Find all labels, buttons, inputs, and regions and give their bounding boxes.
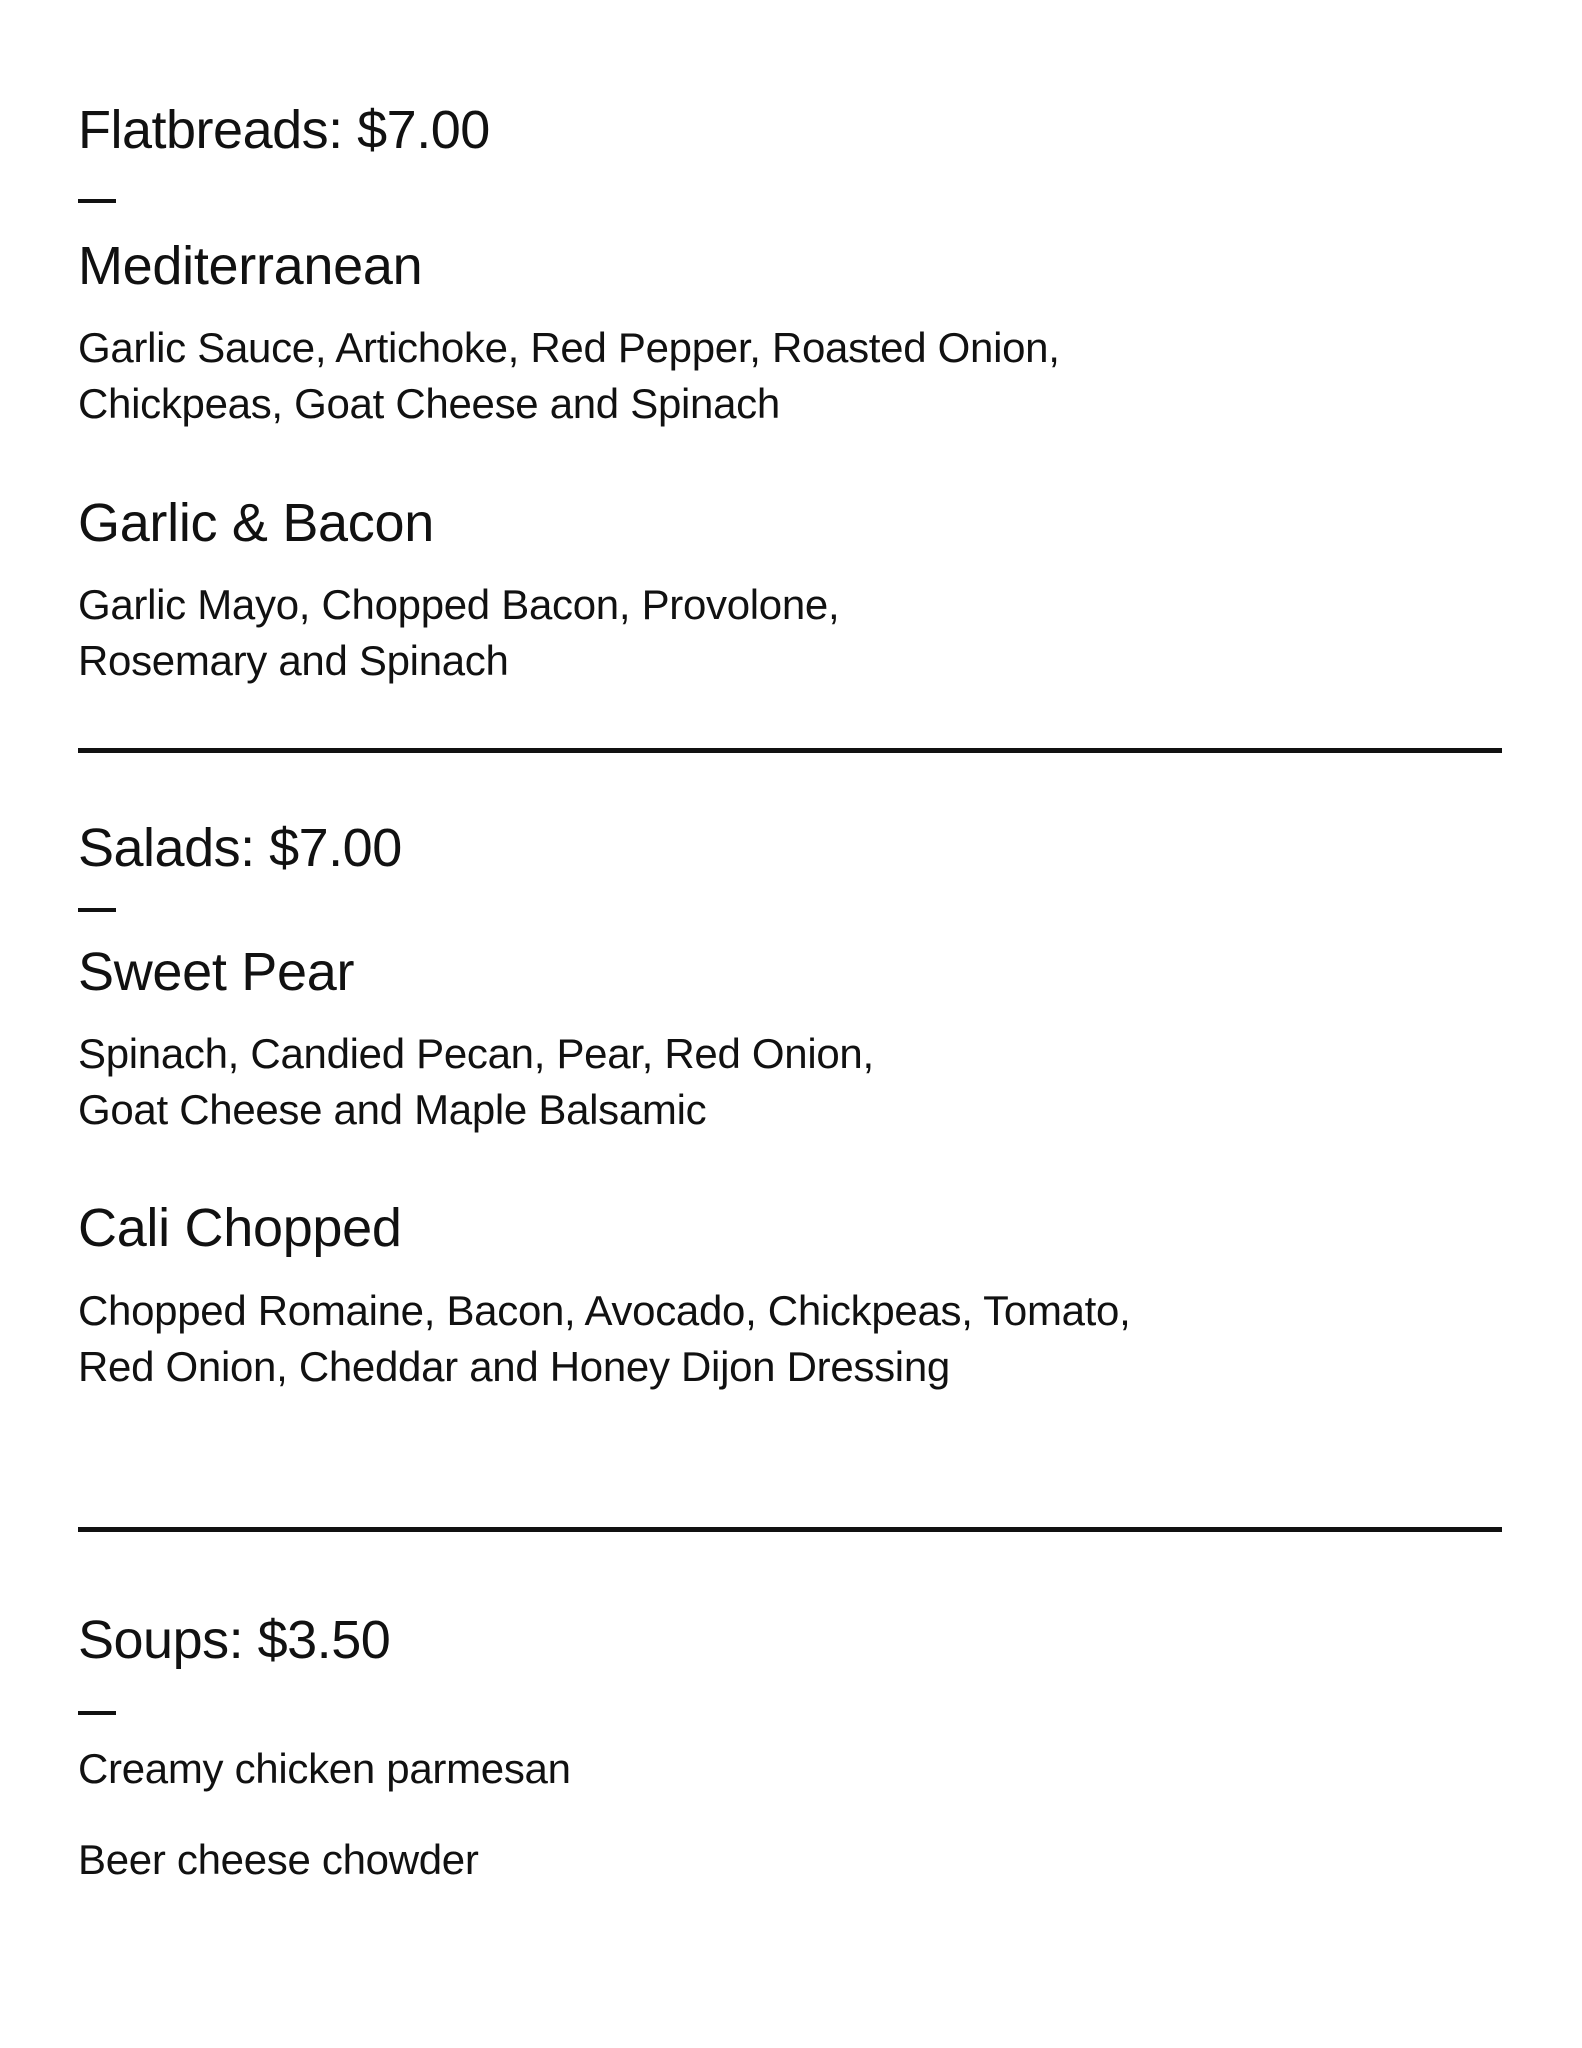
description-line: Rosemary and Spinach	[78, 637, 509, 684]
description-line: Chickpeas, Goat Cheese and Spinach	[78, 380, 780, 427]
section-heading-salads: Salads: $7.00	[78, 818, 402, 878]
description-line: Goat Cheese and Maple Balsamic	[78, 1086, 707, 1133]
item-description-garlic-bacon	[78, 577, 839, 689]
item-description-mediterranean	[78, 320, 1060, 432]
description-line: Spinach, Candied Pecan, Pear, Red Onion,	[78, 1030, 874, 1077]
description-line: Chopped Romaine, Bacon, Avocado, Chickpeas, Tomato,	[78, 1287, 1131, 1334]
section-divider	[78, 748, 1502, 753]
item-title-mediterranean: Mediterranean	[78, 236, 423, 296]
item-description-sweet-pear	[78, 1026, 874, 1138]
soup-item-beer-cheese-chowder: Beer cheese chowder	[78, 1836, 479, 1883]
heading-dash	[78, 199, 116, 203]
item-title-cali-chopped: Cali Chopped	[78, 1198, 402, 1258]
description-line: Red Onion, Cheddar and Honey Dijon Dressing	[78, 1343, 950, 1390]
soup-item-creamy-chicken-parmesan: Creamy chicken parmesan	[78, 1745, 571, 1792]
item-title-sweet-pear: Sweet Pear	[78, 942, 355, 1002]
section-divider	[78, 1527, 1502, 1532]
heading-dash	[78, 1711, 116, 1715]
heading-dash	[78, 908, 116, 912]
section-heading-soups: Soups: $3.50	[78, 1610, 391, 1670]
item-description-cali-chopped	[78, 1283, 1130, 1395]
description-line: Garlic Sauce, Artichoke, Red Pepper, Roasted Onion,	[78, 324, 1060, 371]
section-heading-flatbreads: Flatbreads: $7.00	[78, 100, 490, 160]
item-title-garlic-bacon: Garlic & Bacon	[78, 493, 434, 553]
description-line: Garlic Mayo, Chopped Bacon, Provolone,	[78, 581, 840, 628]
